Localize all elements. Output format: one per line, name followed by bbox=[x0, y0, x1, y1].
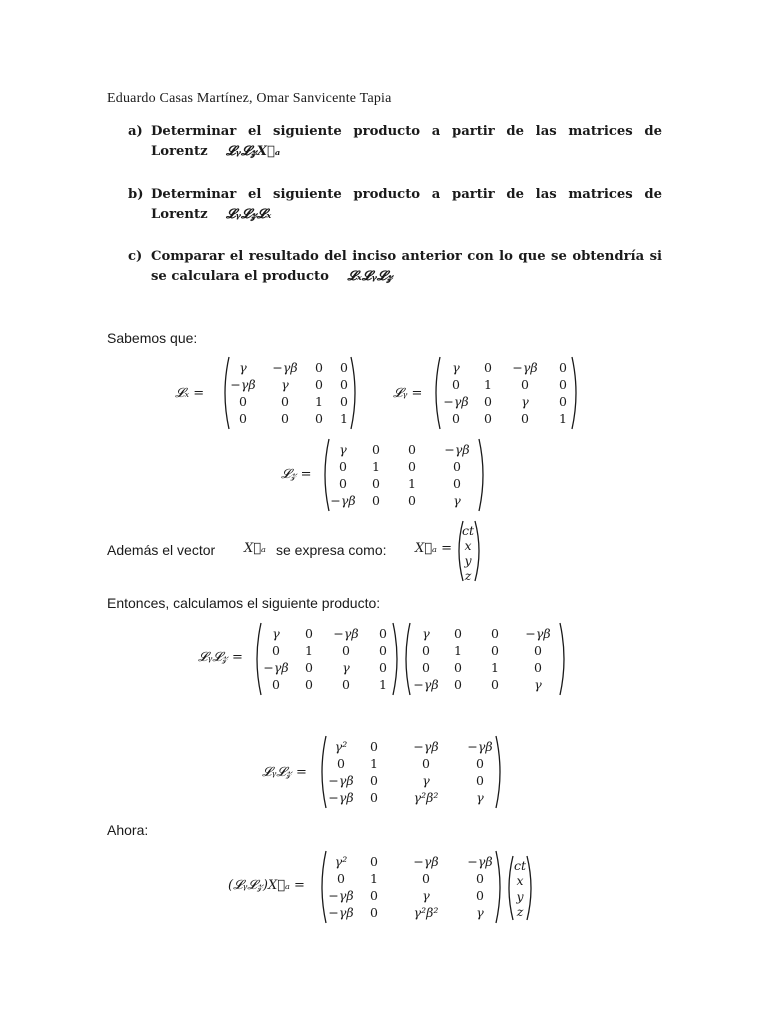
vector-XA-final bbox=[504, 855, 536, 921]
matrix-cell: 0 bbox=[305, 659, 313, 675]
matrix-cell: 0 bbox=[372, 475, 380, 491]
matrix-cell: 0 bbox=[370, 772, 378, 788]
matrix-cell: 0 bbox=[370, 738, 378, 754]
matrix-cell: −γβ bbox=[413, 738, 439, 754]
matrix-cell: 0 bbox=[408, 492, 416, 508]
matrix-cell: γ bbox=[272, 625, 280, 641]
matrix-cell: 0 bbox=[339, 458, 347, 474]
matrix-cell: 1 bbox=[484, 376, 492, 392]
matrix-cell: 0 bbox=[453, 458, 461, 474]
matrix-cell: γ²β² bbox=[413, 789, 439, 805]
problem-a bbox=[128, 122, 662, 166]
matrix-cell: γ² bbox=[334, 738, 348, 754]
Ly-lhs: 𝓛ᵧ = bbox=[393, 386, 423, 401]
matrix-cell: 0 bbox=[422, 755, 430, 771]
matrix-cell: 0 bbox=[315, 376, 323, 392]
problem-b bbox=[128, 185, 662, 229]
matrix-cell: 0 bbox=[281, 393, 289, 409]
right-parenthesis bbox=[479, 439, 483, 511]
matrix-cell: 0 bbox=[305, 676, 313, 692]
matrix-cell: −γβ bbox=[444, 441, 470, 457]
matrix-cell: 0 bbox=[239, 393, 247, 409]
matrix-cell: −γβ bbox=[263, 659, 289, 675]
ahora-text: Ahora: bbox=[107, 822, 149, 838]
matrix-cell: 1 bbox=[370, 755, 378, 771]
matrix-cell: 0 bbox=[272, 676, 280, 692]
matrix-cell: 0 bbox=[370, 904, 378, 920]
matrix-cell: 0 bbox=[272, 642, 280, 658]
matrix-cell: −γβ bbox=[333, 625, 359, 641]
XA-lhs: X⃗ₐ = bbox=[415, 541, 452, 556]
matrix-cell: 0 bbox=[305, 625, 313, 641]
matrix-cell: 0 bbox=[454, 625, 462, 641]
matrix-cell: 1 bbox=[454, 642, 462, 658]
matrix-cell: −γβ bbox=[467, 738, 493, 754]
matrix-cell: −γβ bbox=[413, 853, 439, 869]
matrix-cell: −γβ bbox=[328, 904, 354, 920]
matrix-cell: 0 bbox=[491, 642, 499, 658]
matrix-cell: 0 bbox=[521, 410, 529, 426]
matrix-cell: γ bbox=[422, 625, 430, 641]
matrix-cell: ct bbox=[513, 857, 527, 873]
Lz-lhs: 𝓛𝓏 = bbox=[281, 467, 312, 482]
matrix-cell: z bbox=[464, 567, 472, 583]
matrix-cell: 0 bbox=[370, 789, 378, 805]
matrix-cell: −γβ bbox=[443, 393, 469, 409]
matrix-cell: 0 bbox=[476, 887, 484, 903]
matrix-cell: 0 bbox=[340, 359, 348, 375]
matrix-cell: 0 bbox=[476, 755, 484, 771]
matrix-cell: 0 bbox=[559, 376, 567, 392]
matrix-cell: 0 bbox=[491, 676, 499, 692]
matrix-cell: 0 bbox=[315, 359, 323, 375]
problem-expression: 𝓛ᵧ𝓛𝓏X⃗ₐ bbox=[225, 144, 281, 159]
matrix-cell: 0 bbox=[422, 870, 430, 886]
matrix-Lz-factor bbox=[401, 622, 569, 696]
matrix-cell: −γβ bbox=[330, 492, 356, 508]
problem-label: a) bbox=[128, 124, 143, 139]
matrix-cell: 1 bbox=[491, 659, 499, 675]
matrix-cell: 0 bbox=[342, 642, 350, 658]
matrix-cell: 0 bbox=[484, 393, 492, 409]
matrix-cell: 0 bbox=[453, 475, 461, 491]
matrix-cell: γ bbox=[422, 772, 430, 788]
matrix-cell: x bbox=[516, 873, 524, 889]
matrix-cell: 0 bbox=[370, 853, 378, 869]
authors-line: Eduardo Casas Martínez, Omar Sanvicente Tapia bbox=[107, 91, 392, 106]
matrix-LyLz-result bbox=[317, 735, 505, 809]
matrix-cell: γ bbox=[476, 904, 484, 920]
matrix-cell: 0 bbox=[454, 676, 462, 692]
matrix-cell: γ bbox=[339, 441, 347, 457]
matrix-Ly bbox=[431, 356, 581, 430]
problem-expression: 𝓛ₓ𝓛ᵧ𝓛𝓏 bbox=[347, 269, 393, 284]
matrix-cell: 0 bbox=[422, 659, 430, 675]
matrix-cell: −γβ bbox=[230, 376, 256, 392]
matrix-cell: −γβ bbox=[467, 853, 493, 869]
matrix-cell: 0 bbox=[484, 359, 492, 375]
matrix-cell: 0 bbox=[452, 376, 460, 392]
matrix-cell: 0 bbox=[408, 441, 416, 457]
matrix-cell: γ bbox=[452, 359, 460, 375]
LyLz-product-lhs: 𝓛ᵧ𝓛𝓏 = bbox=[198, 650, 243, 665]
problem-expression: 𝓛ᵧ𝓛𝓏𝓛ₓ bbox=[225, 207, 272, 222]
matrix-cell: −γβ bbox=[525, 625, 551, 641]
entonces-text: Entonces, calculamos el siguiente producto: bbox=[107, 595, 381, 611]
matrix-cell: γ bbox=[281, 376, 289, 392]
XA-label: X⃗ₐ bbox=[244, 541, 266, 556]
matrix-cell: γ bbox=[239, 359, 247, 375]
matrix-cell: 0 bbox=[370, 887, 378, 903]
matrix-cell: 1 bbox=[340, 410, 348, 426]
matrix-cell: γ bbox=[534, 676, 542, 692]
Lx-lhs: 𝓛ₓ = bbox=[175, 386, 205, 401]
matrix-cell: −γβ bbox=[328, 772, 354, 788]
matrix-cell: 0 bbox=[281, 410, 289, 426]
problem-label: c) bbox=[128, 249, 143, 264]
matrix-cell: 0 bbox=[491, 625, 499, 641]
matrix-cell: 1 bbox=[559, 410, 567, 426]
matrix-cell: y bbox=[464, 552, 472, 568]
matrix-cell: 0 bbox=[484, 410, 492, 426]
matrix-cell: 0 bbox=[534, 642, 542, 658]
vector-XA bbox=[454, 520, 484, 582]
matrix-cell: 1 bbox=[408, 475, 416, 491]
matrix-cell: 0 bbox=[454, 659, 462, 675]
problem-c bbox=[128, 247, 662, 291]
matrix-cell: 1 bbox=[379, 676, 387, 692]
ademas-text: Además el vector bbox=[107, 542, 216, 558]
matrix-cell: 0 bbox=[379, 659, 387, 675]
matrix-cell: γ²β² bbox=[413, 904, 439, 920]
problem-text: Determinar el siguiente producto a partir de las matrices de Lorentz bbox=[151, 124, 662, 159]
matrix-cell: 0 bbox=[379, 625, 387, 641]
matrix-cell: 0 bbox=[372, 441, 380, 457]
final-lhs: (𝓛ᵧ𝓛𝓏)X⃗ₐ = bbox=[228, 878, 305, 893]
matrix-cell: y bbox=[516, 888, 524, 904]
matrix-cell: −γβ bbox=[512, 359, 538, 375]
matrix-cell: γ bbox=[476, 789, 484, 805]
matrix-cell: 0 bbox=[337, 755, 345, 771]
matrix-cell: 0 bbox=[379, 642, 387, 658]
matrix-cell: 0 bbox=[337, 870, 345, 886]
matrix-cell: 0 bbox=[476, 870, 484, 886]
matrix-cell: 0 bbox=[408, 458, 416, 474]
matrix-cell: γ bbox=[453, 492, 461, 508]
matrix-cell: 1 bbox=[370, 870, 378, 886]
matrix-cell: ct bbox=[461, 522, 475, 538]
problem-text: Comparar el resultado del inciso anterior con lo que se obtendría si se calculara el producto bbox=[151, 249, 662, 284]
se-expresa-text: se expresa como: bbox=[276, 542, 387, 558]
problem-label: b) bbox=[128, 187, 144, 202]
matrix-cell: 0 bbox=[422, 642, 430, 658]
matrix-cell: 0 bbox=[521, 376, 529, 392]
matrix-cell: 1 bbox=[372, 458, 380, 474]
matrix-LyLz-result-final bbox=[317, 850, 505, 924]
right-parenthesis bbox=[560, 623, 564, 695]
matrix-cell: −γβ bbox=[328, 789, 354, 805]
matrix-cell: 0 bbox=[559, 359, 567, 375]
matrix-cell: 0 bbox=[239, 410, 247, 426]
matrix-cell: 0 bbox=[342, 676, 350, 692]
matrix-cell: 1 bbox=[305, 642, 313, 658]
matrix-cell: 0 bbox=[340, 393, 348, 409]
matrix-Lx bbox=[220, 356, 360, 430]
matrix-cell: z bbox=[516, 904, 524, 920]
matrix-Ly-factor bbox=[252, 622, 402, 696]
problem-text: Determinar el siguiente producto a partir de las matrices de Lorentz bbox=[151, 187, 662, 222]
matrix-cell: γ² bbox=[334, 853, 348, 869]
matrix-cell: 0 bbox=[534, 659, 542, 675]
matrix-cell: −γβ bbox=[413, 676, 439, 692]
matrix-cell: γ bbox=[521, 393, 529, 409]
matrix-cell: 0 bbox=[340, 376, 348, 392]
matrix-cell: 0 bbox=[372, 492, 380, 508]
matrix-cell: 0 bbox=[452, 410, 460, 426]
matrix-cell: γ bbox=[422, 887, 430, 903]
matrix-cell: 0 bbox=[476, 772, 484, 788]
matrix-cell: −γβ bbox=[328, 887, 354, 903]
matrix-cell: 0 bbox=[559, 393, 567, 409]
matrix-Lz bbox=[320, 438, 488, 512]
matrix-cell: 0 bbox=[339, 475, 347, 491]
matrix-cell: γ bbox=[342, 659, 350, 675]
sabemos-text: Sabemos que: bbox=[107, 330, 198, 346]
matrix-cell: x bbox=[464, 537, 472, 553]
LyLz-result-lhs: 𝓛ᵧ𝓛𝓏 = bbox=[262, 765, 307, 780]
matrix-cell: 0 bbox=[315, 410, 323, 426]
matrix-cell: 1 bbox=[315, 393, 323, 409]
matrix-cell: −γβ bbox=[272, 359, 298, 375]
